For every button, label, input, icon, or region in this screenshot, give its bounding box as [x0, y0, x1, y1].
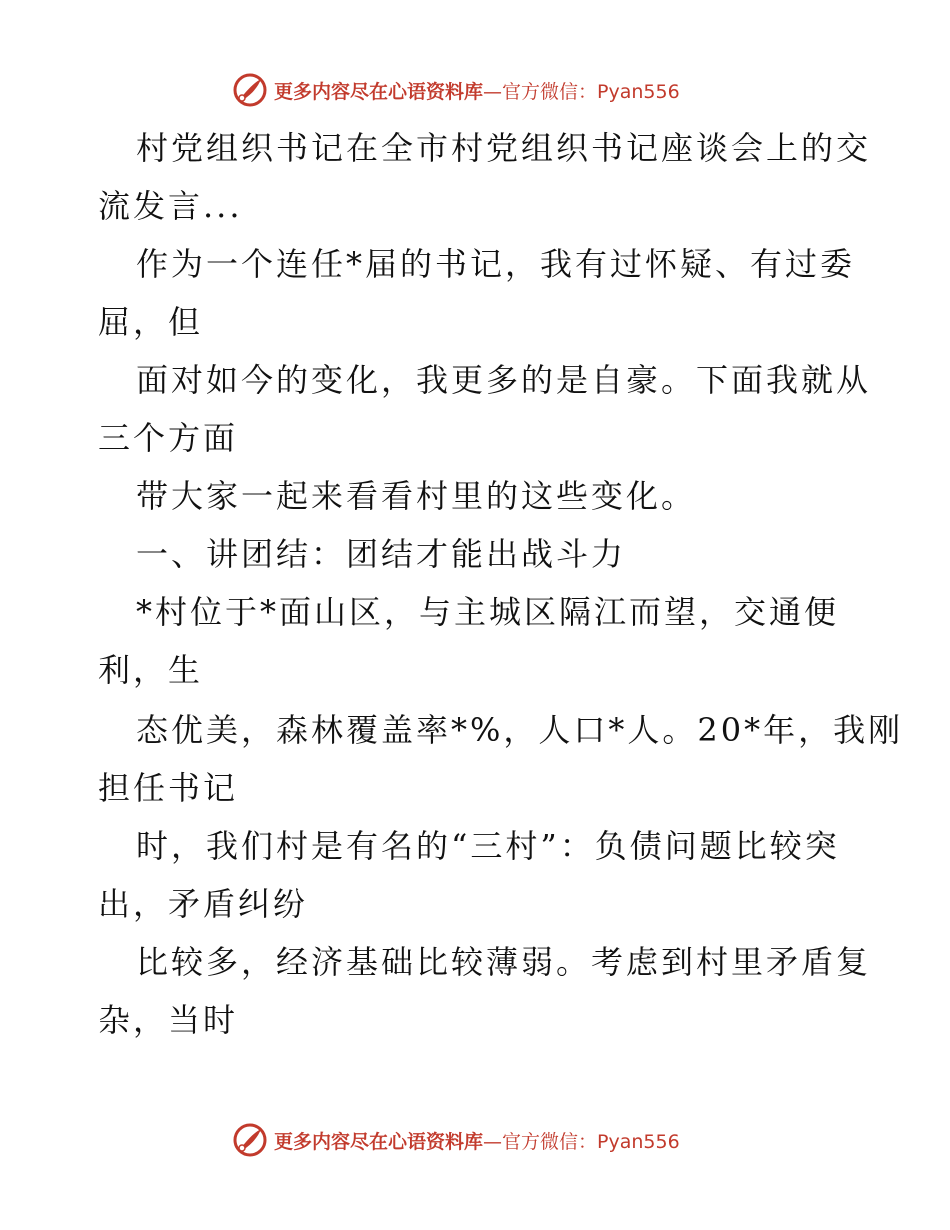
banner-brand-text: 更多内容尽在心语资料库	[274, 80, 484, 103]
text-line: 态优美，森林覆盖率*%，人口*人。20*年，我刚	[136, 711, 904, 749]
text-line: 带大家一起来看看村里的这些变化。	[136, 477, 697, 515]
banner-contact-text: —官方微信：Pyan556	[483, 80, 680, 103]
footer-banner	[232, 1120, 680, 1160]
text-line: 作为一个连任*届的书记，我有过怀疑、有过委	[136, 245, 856, 283]
text-line: 村党组织书记在全市村党组织书记座谈会上的交	[136, 129, 872, 167]
text-line: 三个方面	[98, 419, 239, 457]
header-banner	[232, 70, 680, 110]
text-line: 出，矛盾纠纷	[98, 885, 309, 923]
text-line: 面对如今的变化，我更多的是自豪。下面我就从	[136, 361, 872, 399]
quill-logo-icon	[232, 72, 268, 108]
banner-brand-text: 更多内容尽在心语资料库	[274, 1130, 484, 1153]
text-line: 时，我们村是有名的“三村”：负债问题比较突	[136, 827, 840, 865]
text-line: 利，生	[98, 651, 204, 689]
text-line: 担任书记	[98, 769, 239, 807]
text-line: 流发言...	[98, 187, 243, 225]
text-line: 比较多，经济基础比较薄弱。考虑到村里矛盾复	[136, 943, 872, 981]
text-line: 杂，当时	[98, 1001, 239, 1039]
text-line: *村位于*面山区，与主城区隔江而望，交通便	[136, 593, 840, 631]
section-heading: 一、讲团结：团结才能出战斗力	[136, 535, 627, 573]
quill-logo-icon	[232, 1122, 268, 1158]
text-line: 屈，但	[98, 303, 204, 341]
banner-contact-text: —官方微信：Pyan556	[483, 1130, 680, 1153]
